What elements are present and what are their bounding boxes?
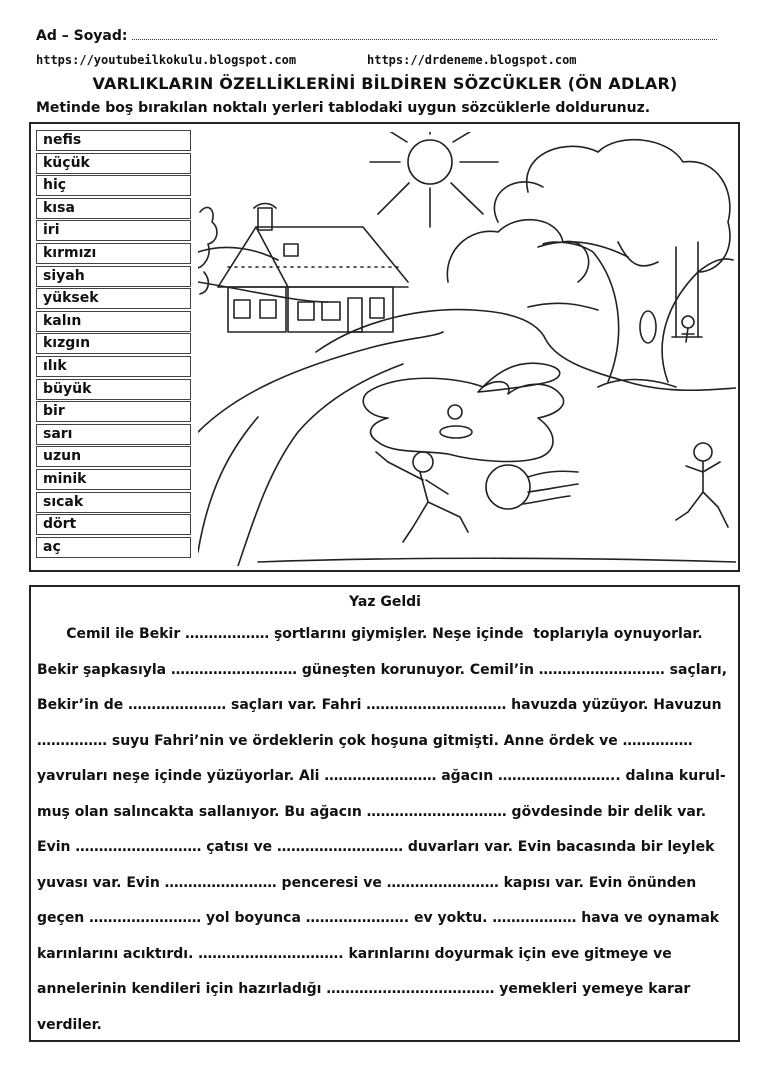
word-item: yüksek: [36, 288, 191, 309]
road-icon: [198, 332, 443, 566]
word-item: sarı: [36, 424, 191, 445]
story-title: Yaz Geldi: [349, 594, 421, 610]
word-item: hiç: [36, 175, 191, 196]
house-icon: [218, 204, 408, 333]
story-line: Bekir şapkasıyla ……………………… güneşten korunuyor. Cemil’in ……………………… saçları,: [37, 661, 728, 678]
boy-running-left-icon: [376, 452, 468, 542]
story-line: annelerinin kendileri için hazırladığı ……………………………… yemekleri yemeye karar: [37, 981, 691, 997]
story-line: Cemil ile Bekir ……………… şortlarını giymişler. Neşe içinde toplarıyla oynuyorlar.: [37, 626, 703, 642]
story-line: yavruları neşe içinde yüzüyorlar. Ali …………………… ağacın …………………….. dalına kurul-: [37, 768, 726, 784]
word-item: kalın: [36, 311, 191, 332]
word-list: [36, 130, 191, 559]
ball-icon: [486, 465, 578, 509]
story-line: verdiler.: [37, 1016, 102, 1033]
word-item: sıcak: [36, 492, 191, 513]
story-line: …………… suyu Fahri’nin ve ördeklerin çok hoşuna gitmişti. Anne ördek ve ……………: [37, 732, 693, 749]
story-line: geçen …………………… yol boyunca …………………. ev yoktu. ……………… hava ve oynamak: [37, 910, 720, 926]
word-item: siyah: [36, 266, 191, 287]
url-left: https://youtubeilkokulu.blogspot.com: [36, 53, 297, 67]
summer-scene-illustration: [198, 132, 736, 566]
word-item: büyük: [36, 379, 191, 400]
word-item: ılık: [36, 356, 191, 377]
word-item: minik: [36, 469, 191, 490]
word-item: nefis: [36, 130, 191, 151]
story-line: Bekir’in de ………………… saçları var. Fahri ………………………… havuzda yüzüyor. Havuzun: [37, 697, 722, 713]
story-line: karınlarını acıktırdı. …………………………. karınlarını doyurmak için eve gitmeye ve: [37, 945, 672, 962]
word-item: iri: [36, 220, 191, 241]
name-label: Ad – Soyad:: [36, 28, 128, 44]
word-item: kırmızı: [36, 243, 191, 264]
boy-running-right-icon: [676, 443, 728, 527]
instruction-text: Metinde boş bırakılan noktalı yerleri tablodaki uygun sözcüklerle doldurunuz.: [36, 100, 651, 116]
word-item: bir: [36, 401, 191, 422]
name-dotted-line[interactable]: [132, 39, 717, 40]
word-item: kızgın: [36, 333, 191, 354]
page-title: VARLIKLARIN ÖZELLİKLERİNİ BİLDİREN SÖZCÜKLER (ÖN ADLAR): [92, 74, 678, 93]
story-body: [37, 622, 735, 1048]
word-item: kısa: [36, 198, 191, 219]
tree-icon: [494, 140, 733, 387]
word-item: aç: [36, 537, 191, 558]
sun-icon: [370, 132, 498, 227]
url-right: https://drdeneme.blogspot.com: [367, 53, 577, 67]
word-item: küçük: [36, 153, 191, 174]
word-item: uzun: [36, 446, 191, 467]
story-line: yuvası var. Evin …………………… penceresi ve …………………… kapısı var. Evin önünden: [37, 874, 697, 891]
story-line: muş olan salıncakta sallanıyor. Bu ağacın ………………………… gövdesinde bir delik var.: [37, 803, 707, 820]
pond-icon: [363, 363, 563, 461]
story-line: Evin ……………………… çatısı ve ……………………… duvarları var. Evin bacasında bir leylek: [37, 839, 715, 855]
word-item: dört: [36, 514, 191, 535]
name-field-row: [36, 28, 736, 44]
